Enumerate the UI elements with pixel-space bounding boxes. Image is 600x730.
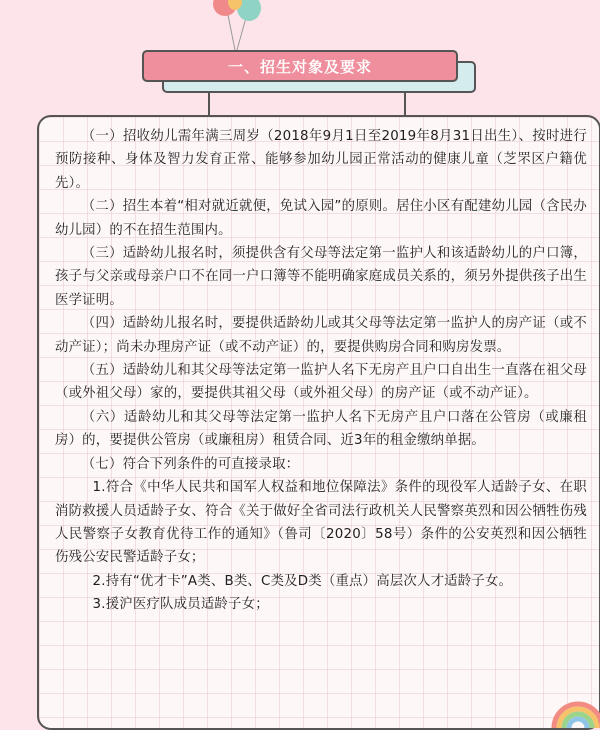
content-panel [37, 115, 600, 730]
list-item-2: 2.持有“优才卡”A类、B类、C类及D类（重点）高层次人才适龄子女。 [92, 573, 513, 589]
paragraph-4: （四）适龄幼儿报名时，要提供适龄幼儿或其父母等法定第一监护人的房产证（或不动产证）；尚未办理房产证（或不动产证）的，要提供购房合同和购房发票。 [55, 316, 587, 355]
paragraph-1: （一）招收幼儿需年满三周岁（2018年9月1日至2019年8月31日出生）、按时进行预防接种、身体及智力发育正常、能够参加幼儿园正常活动的健康儿童（芝罘区户籍优先）。 [55, 129, 587, 191]
list-item-3: 3.援沪医疗队成员适龄子女； [92, 597, 269, 613]
paragraph-7: （七）符合下列条件的可直接录取： [81, 456, 300, 472]
rainbow-icon [548, 688, 600, 728]
connector-right [404, 92, 406, 116]
list-item-1: 1.符合《中华人民共和国军人权益和地位保障法》条件的现役军人适龄子女、在职消防救援人员适龄子女、符合《关于做好全省司法行政机关人民警察英烈和因公牺牲伤残人民警察子女教育优待工作的通知》（鲁司〔2020〕58号）条件的公安英烈和因公牺牲伤残公安民警适龄子女； [55, 480, 587, 566]
paragraph-3: （三）适龄幼儿报名时，须提供含有父母等法定第一监护人和该适龄幼儿的户口簿，孩子与父亲或母亲户口不在同一户口簿等不能明确家庭成员关系的，须另外提供孩子出生医学证明。 [55, 246, 587, 308]
paragraph-5: （五）适龄幼儿和其父母等法定第一监护人名下无房产且户口自出生一直落在祖父母（或外祖父母）家的，要提供其祖父母（或外祖父母）的房产证（或不动产证）。 [55, 363, 587, 402]
paragraph-2: （二）招生本着“相对就近就便，免试入园”的原则。居住小区有配建幼儿园（含民办幼儿园）的不在招生范围内。 [55, 199, 587, 238]
balloons-icon [205, 0, 265, 50]
paragraph-6: （六）适龄幼儿和其父母等法定第一监护人名下无房产且户口落在公管房（或廉租房）的，要提供公管房（或廉租房）租赁合同、近3年的租金缴纳单据。 [55, 409, 587, 449]
section-header [142, 50, 474, 92]
section-title: 一、招生对象及要求 [142, 50, 458, 82]
connector-left [208, 92, 210, 116]
